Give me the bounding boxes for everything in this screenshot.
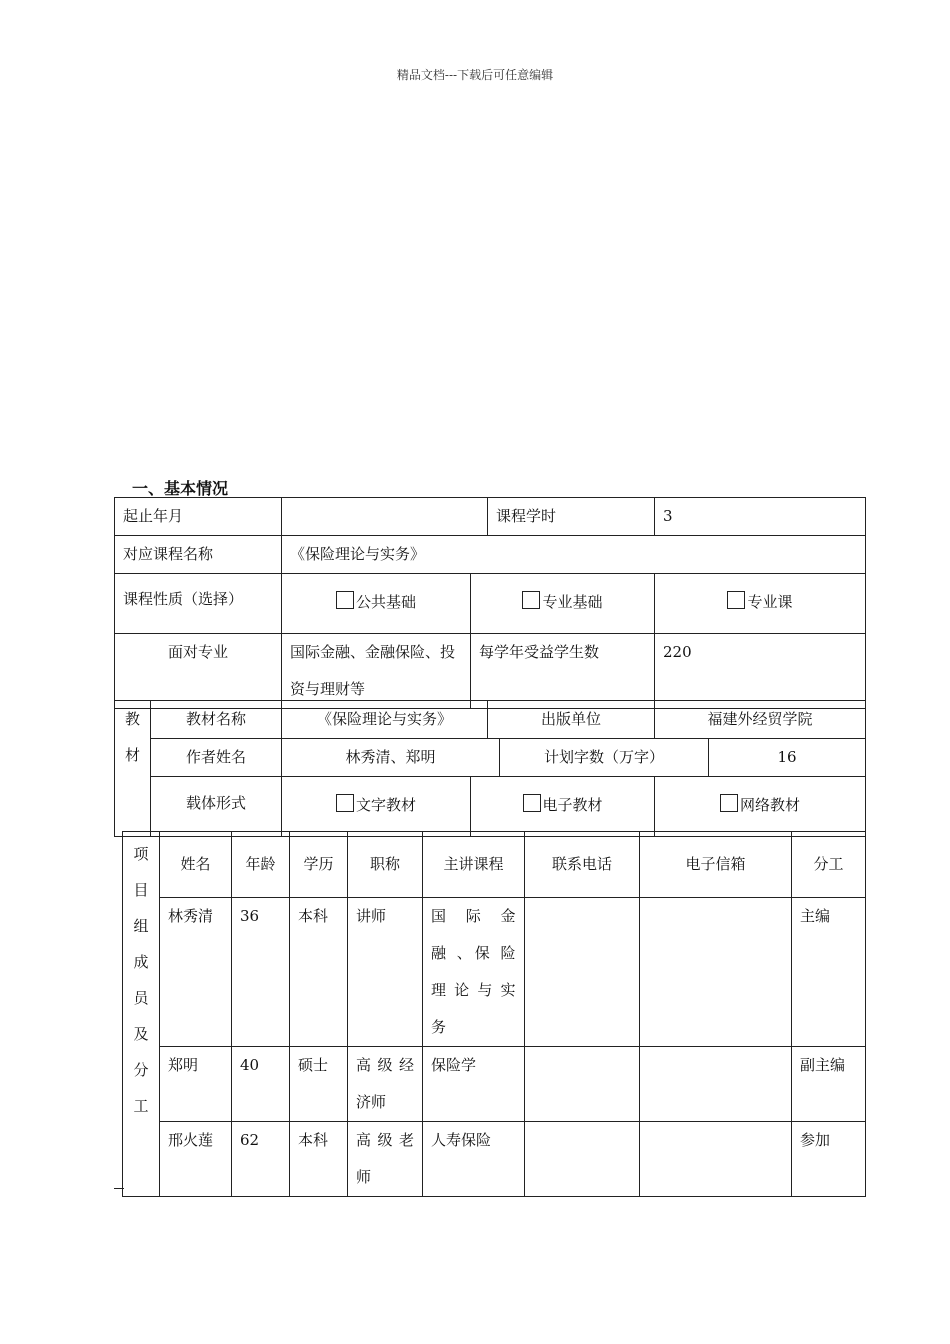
member-email[interactable]: [640, 898, 792, 1047]
hours-value[interactable]: 3: [655, 498, 866, 536]
nature-option-major[interactable]: 专业课: [655, 574, 866, 634]
publisher-value[interactable]: 福建外经贸学院: [655, 701, 866, 739]
nature-option-public[interactable]: 公共基础: [282, 574, 471, 634]
checkbox-icon[interactable]: [727, 591, 745, 609]
member-education[interactable]: 硕士: [290, 1047, 348, 1122]
member-education[interactable]: 本科: [290, 898, 348, 1047]
checkbox-icon[interactable]: [336, 794, 354, 812]
member-age[interactable]: 40: [232, 1047, 290, 1122]
header-email: 电子信箱: [640, 832, 792, 898]
member-name[interactable]: 林秀清: [160, 898, 232, 1047]
format-option-text[interactable]: 文字教材: [282, 777, 471, 837]
header-course: 主讲课程: [423, 832, 525, 898]
table-row: [123, 1047, 866, 1122]
member-title[interactable]: 高 级 老 师: [348, 1122, 423, 1197]
checkbox-icon[interactable]: [720, 794, 738, 812]
course-value[interactable]: 《保险理论与实务》: [282, 536, 866, 574]
member-phone[interactable]: [525, 1122, 640, 1197]
format-label: 载体形式: [151, 777, 282, 837]
header-education: 学历: [290, 832, 348, 898]
words-label: 计划字数（万字）: [500, 739, 709, 777]
author-value[interactable]: 林秀清、郑明: [282, 739, 500, 777]
publisher-label: 出版单位: [488, 701, 655, 739]
header-role: 分工: [792, 832, 866, 898]
nature-label: 课程性质（选择）: [115, 574, 282, 634]
member-email[interactable]: [640, 1047, 792, 1122]
member-name[interactable]: 邢火莲: [160, 1122, 232, 1197]
member-phone[interactable]: [525, 898, 640, 1047]
member-course[interactable]: 人寿保险: [423, 1122, 525, 1197]
words-value[interactable]: 16: [709, 739, 866, 777]
students-value[interactable]: 220: [655, 634, 866, 709]
divider: [114, 1188, 124, 1189]
format-option-electronic[interactable]: 电子教材: [471, 777, 655, 837]
checkbox-icon[interactable]: [522, 591, 540, 609]
member-title[interactable]: 高 级 经 济师: [348, 1047, 423, 1122]
major-label: 面对专业: [115, 634, 282, 709]
period-label: 起止年月: [115, 498, 282, 536]
member-phone[interactable]: [525, 1047, 640, 1122]
member-age[interactable]: 62: [232, 1122, 290, 1197]
member-course[interactable]: 国 际 金 融 、保 险 理 论 与 实 务: [423, 898, 525, 1047]
member-course[interactable]: 保险学: [423, 1047, 525, 1122]
table-row: [123, 1122, 866, 1197]
member-education[interactable]: 本科: [290, 1122, 348, 1197]
member-role[interactable]: 副主编: [792, 1047, 866, 1122]
member-role[interactable]: 参加: [792, 1122, 866, 1197]
author-label: 作者姓名: [151, 739, 282, 777]
checkbox-icon[interactable]: [336, 591, 354, 609]
hours-label: 课程学时: [488, 498, 655, 536]
header-name: 姓名: [160, 832, 232, 898]
section-title: 一、基本情况: [132, 479, 229, 498]
textbook-group-label: 教 材: [115, 701, 151, 837]
textbook-table: [114, 700, 866, 837]
major-value[interactable]: 国际金融、金融保险、投 资与理财等: [282, 634, 471, 709]
member-role[interactable]: 主编: [792, 898, 866, 1047]
checkbox-icon[interactable]: [523, 794, 541, 812]
table-row: [123, 898, 866, 1047]
nature-option-major-basic[interactable]: 专业基础: [471, 574, 655, 634]
team-table: [122, 831, 866, 1197]
students-label: 每学年受益学生数: [471, 634, 655, 709]
course-label: 对应课程名称: [115, 536, 282, 574]
member-email[interactable]: [640, 1122, 792, 1197]
header-age: 年龄: [232, 832, 290, 898]
page-header: 精品文档---下载后可任意编辑: [396, 68, 554, 82]
header-title: 职称: [348, 832, 423, 898]
header-phone: 联系电话: [525, 832, 640, 898]
member-title[interactable]: 讲师: [348, 898, 423, 1047]
textbook-name-value[interactable]: 《保险理论与实务》: [282, 701, 488, 739]
format-option-online[interactable]: 网络教材: [655, 777, 866, 837]
team-group-label: 项 目 组 成 员 及 分 工: [123, 832, 160, 1197]
basic-info-table: [114, 497, 866, 709]
textbook-name-label: 教材名称: [151, 701, 282, 739]
member-age[interactable]: 36: [232, 898, 290, 1047]
member-name[interactable]: 郑明: [160, 1047, 232, 1122]
period-value[interactable]: [282, 498, 488, 536]
